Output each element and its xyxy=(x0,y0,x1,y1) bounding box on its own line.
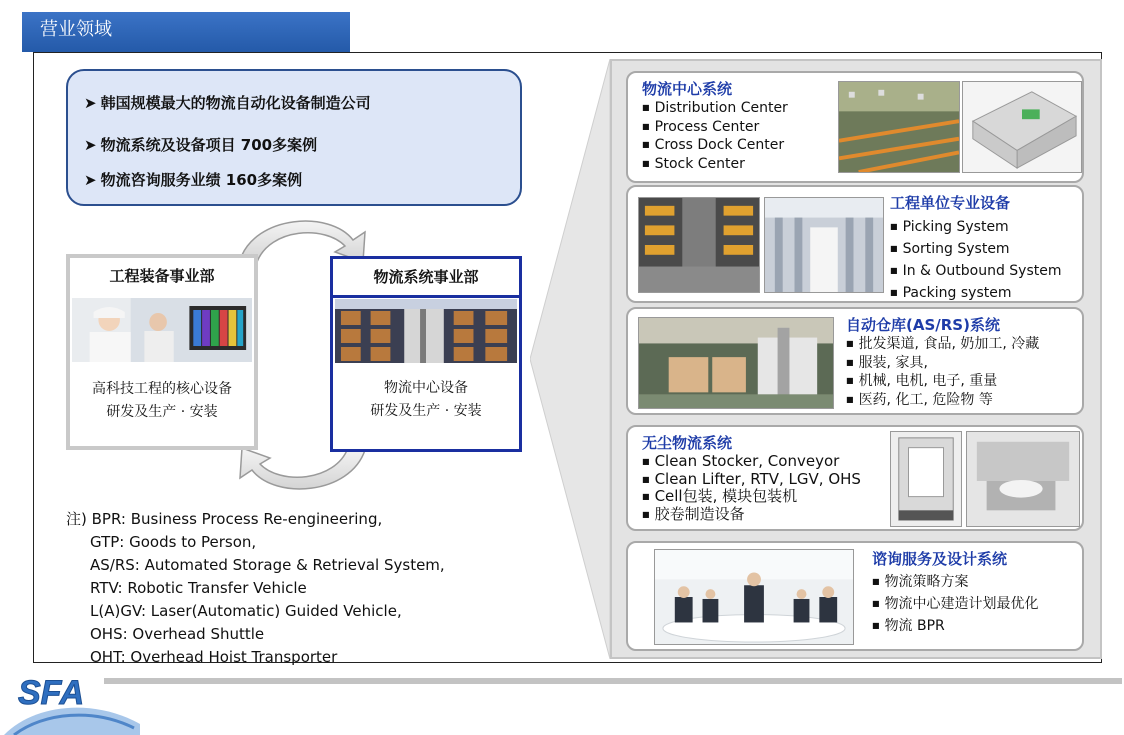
funnel-shape xyxy=(530,59,612,659)
center-layout-diagram xyxy=(962,81,1082,173)
logistics-division-box xyxy=(330,256,522,452)
sorting-system-photo xyxy=(764,197,884,293)
list-item: ■ Stock Center xyxy=(642,155,788,174)
note-line: 注) BPR: Business Process Re-engineering, xyxy=(66,510,383,528)
note-line: OHT: Overhead Hoist Transporter xyxy=(90,648,338,666)
card-list xyxy=(642,453,861,523)
engineering-division-box xyxy=(66,254,258,450)
list-item: ■ Clean Lifter, RTV, LGV, OHS xyxy=(642,471,861,489)
list-item: ■ In & Outbound System xyxy=(890,260,1062,282)
footer-divider xyxy=(104,678,1122,684)
highlights-box xyxy=(66,69,522,206)
note-line: OHS: Overhead Shuttle xyxy=(90,625,265,643)
card-title: 自动仓库(AS/RS)系统 xyxy=(846,316,1000,334)
arrow-bullet-icon: ➤ xyxy=(84,171,97,189)
asrs-photo xyxy=(638,317,834,409)
list-item: ■ 胶卷制造设备 xyxy=(642,506,861,524)
list-item: ■ Cross Dock Center xyxy=(642,136,788,155)
logistics-division-desc: 物流中心设备 研发及生产 · 安装 xyxy=(370,380,482,419)
highlight-item: ➤ 物流系统及设备项目 700多案例 xyxy=(84,136,318,154)
list-item: ■ 服装, 家具, xyxy=(846,354,1039,373)
card-specialized-equipment xyxy=(626,185,1084,303)
list-item: ■ Picking System xyxy=(890,216,1062,238)
card-title: 无尘物流系统 xyxy=(642,434,733,452)
list-item: ■ Sorting System xyxy=(890,238,1062,260)
business-areas-panel xyxy=(610,59,1102,659)
note-line: GTP: Goods to Person, xyxy=(90,533,257,551)
engineering-division-desc: 高科技工程的核心设备 研发及生产 · 安装 xyxy=(92,381,232,420)
list-item: ■ Packing system xyxy=(890,282,1062,304)
card-asrs xyxy=(626,307,1084,415)
meeting-photo xyxy=(654,549,854,645)
list-item: ■ Clean Stocker, Conveyor xyxy=(642,453,861,471)
card-consulting xyxy=(626,541,1084,651)
note-line: RTV: Robotic Transfer Vehicle xyxy=(90,579,307,597)
note-line: AS/RS: Automated Storage & Retrieval System, xyxy=(90,556,445,574)
sfa-logo-text: SFA xyxy=(18,674,85,712)
list-item: ■ Process Center xyxy=(642,118,788,137)
list-item: ■ Cell包装, 模块包装机 xyxy=(642,488,861,506)
list-item: ■ 物流策略方案 xyxy=(872,571,1039,593)
note-line: L(A)GV: Laser(Automatic) Guided Vehicle, xyxy=(90,602,402,620)
arrow-bullet-icon: ➤ xyxy=(84,136,97,154)
abbreviation-notes xyxy=(66,508,445,669)
engineering-photo xyxy=(72,298,252,362)
list-item: ■ 批发渠道, 食品, 奶加工, 冷藏 xyxy=(846,335,1039,354)
list-item: ■ 物流中心建造计划最优化 xyxy=(872,593,1039,615)
list-item: ■ 机械, 电机, 电子, 重量 xyxy=(846,372,1039,391)
card-list xyxy=(846,335,1039,409)
card-list xyxy=(890,216,1062,304)
picking-system-photo xyxy=(638,197,760,293)
card-list xyxy=(642,99,788,173)
sfa-logo xyxy=(4,664,144,735)
card-cleanroom-logistics xyxy=(626,425,1084,531)
list-item: ■ 物流 BPR xyxy=(872,615,1039,637)
list-item: ■ 医药, 化工, 危险物 等 xyxy=(846,391,1039,410)
logistics-division-title: 物流系统事业部 xyxy=(333,259,519,298)
card-distribution-center xyxy=(626,71,1084,183)
distribution-center-photo xyxy=(838,81,960,173)
highlight-item: ➤ 物流咨询服务业绩 160多案例 xyxy=(84,171,303,189)
page-title: 营业领域 xyxy=(22,12,350,52)
engineering-division-title: 工程装备事业部 xyxy=(109,267,215,285)
card-list xyxy=(872,571,1039,637)
highlight-item: ➤ 韩国规模最大的物流自动化设备制造公司 xyxy=(84,94,371,112)
card-title: 物流中心系统 xyxy=(642,80,733,98)
warehouse-photo xyxy=(335,299,517,363)
clean-stocker-photo xyxy=(890,431,962,527)
card-title: 工程单位专业设备 xyxy=(890,194,1011,212)
list-item: ■ Distribution Center xyxy=(642,99,788,118)
card-title: 谘询服务及设计系统 xyxy=(872,550,1008,568)
arrow-bullet-icon: ➤ xyxy=(84,94,97,112)
clean-conveyor-photo xyxy=(966,431,1080,527)
